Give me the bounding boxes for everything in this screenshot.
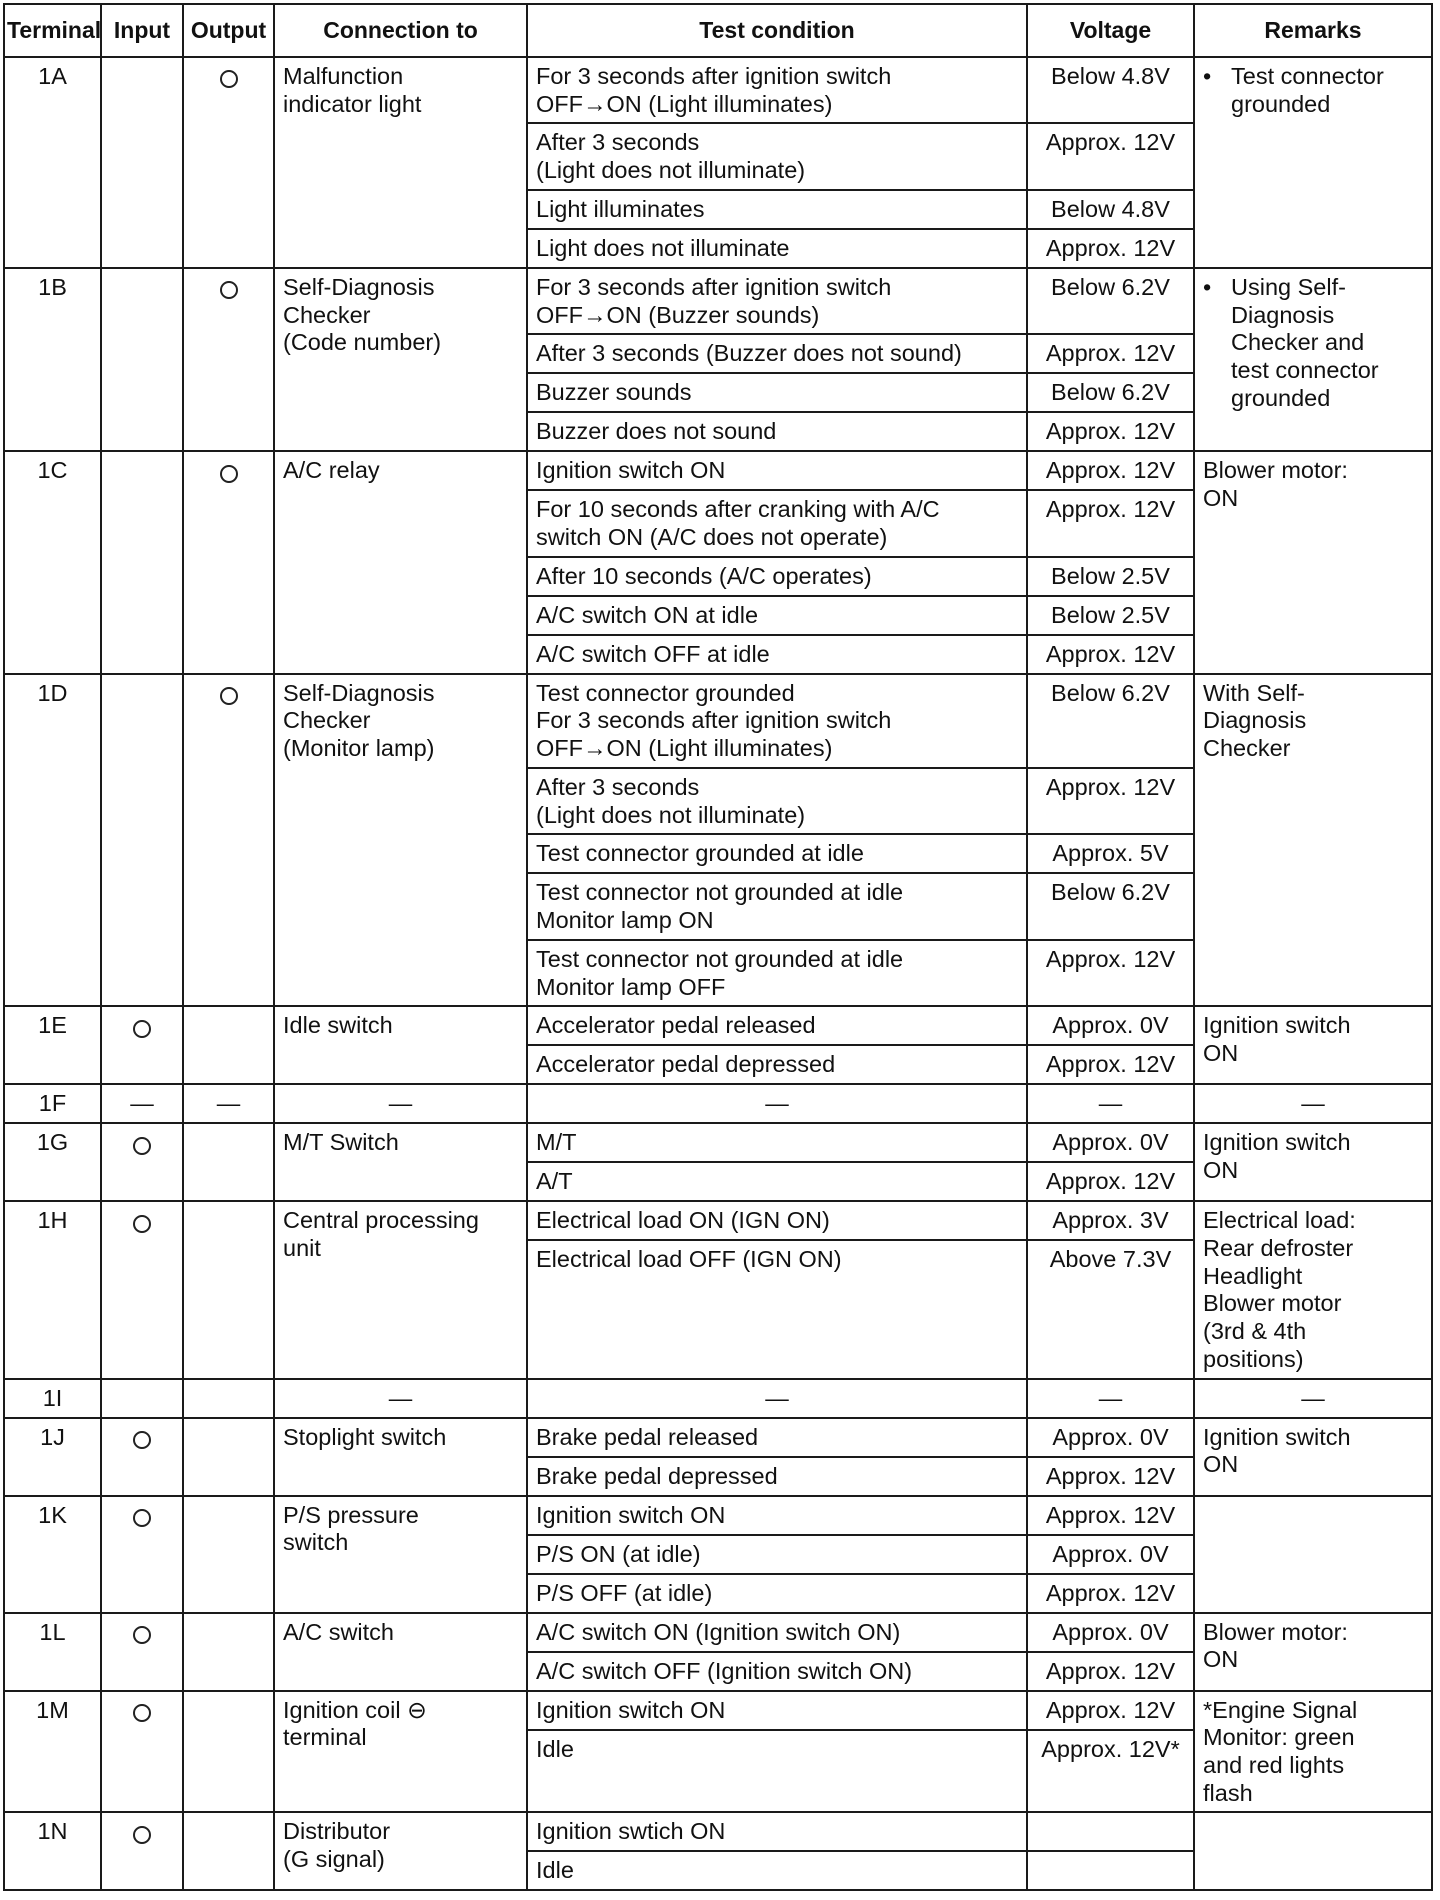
table-row [4,1496,1432,1535]
test-condition-cell: Electrical load OFF (IGN ON) [527,1240,1027,1378]
voltage-cell: Approx. 12V [1027,1162,1194,1201]
test-condition-cell: Ignition switch ON [527,1691,1027,1731]
test-condition-cell: P/S ON (at idle) [527,1535,1027,1574]
table-row [4,268,1432,334]
table-row [4,451,1432,490]
test-condition-cell: After 3 seconds (Light does not illuminate) [527,123,1027,189]
test-condition-cell: A/C switch ON (Ignition switch ON) [527,1613,1027,1652]
output-cell [183,1418,274,1496]
remarks-cell [1194,1496,1432,1613]
output-cell [183,1201,274,1378]
test-condition-cell: M/T [527,1123,1027,1162]
output-cell [183,268,274,451]
voltage-cell [1027,1812,1194,1851]
table-row [4,674,1432,768]
voltage-cell: Approx. 0V [1027,1613,1194,1652]
test-condition-cell: After 3 seconds (Light does not illuminate) [527,768,1027,834]
connection-cell: Distributor (G signal) [274,1812,527,1890]
table-row [4,1006,1432,1045]
input-cell [101,57,183,268]
remarks-cell: Electrical load: Rear defroster Headlight Blower motor (3rd & 4th positions) [1194,1201,1432,1378]
voltage-cell: Approx. 12V [1027,229,1194,268]
test-condition-cell: P/S OFF (at idle) [527,1574,1027,1613]
test-condition-cell: For 10 seconds after cranking with A/C switch ON (A/C does not operate) [527,490,1027,556]
header-output: Output [183,4,274,57]
header-test-condition: Test condition [527,4,1027,57]
voltage-cell: Approx. 0V [1027,1123,1194,1162]
output-cell [183,451,274,673]
voltage-cell: Approx. 12V [1027,451,1194,490]
terminal-cell: 1C [4,451,101,673]
table-row [4,57,1432,123]
dash-mark: — [216,1090,241,1117]
test-condition-cell: Ignition switch ON [527,1496,1027,1535]
test-condition-cell: For 3 seconds after ignition switch OFF→ON (Buzzer sounds) [527,268,1027,334]
connection-cell: Malfunction indicator light [274,57,527,268]
input-cell [101,1613,183,1691]
input-cell [101,1201,183,1378]
input-cell [101,1418,183,1496]
input-cell [101,451,183,673]
ecu-terminal-voltage-table [3,3,1433,1891]
test-condition-cell: Test connector not grounded at idle Monitor lamp ON [527,873,1027,939]
voltage-cell: Approx. 3V [1027,1201,1194,1240]
voltage-cell: Approx. 12V [1027,334,1194,373]
remarks-cell: *Engine Signal Monitor: green and red lights flash [1194,1691,1432,1813]
test-condition-cell: Light illuminates [527,190,1027,229]
dash-mark: — [1301,1090,1325,1117]
table-row [4,1812,1432,1851]
bullet-icon: • [1203,273,1212,300]
dash-mark: — [1098,1384,1123,1411]
test-condition-cell: Electrical load ON (IGN ON) [527,1201,1027,1240]
voltage-cell: Approx. 0V [1027,1006,1194,1045]
terminal-cell: 1I [4,1379,101,1418]
terminal-cell: 1K [4,1496,101,1613]
remarks-text: Using Self- Diagnosis Checker and test connector grounded [1231,273,1379,411]
circle-mark-icon [133,1626,151,1644]
test-condition-cell: A/C switch OFF (Ignition switch ON) [527,1652,1027,1691]
bullet-icon: • [1203,63,1212,89]
voltage-cell: Approx. 5V [1027,834,1194,873]
output-cell [183,1613,274,1691]
voltage-cell: Approx. 0V [1027,1535,1194,1574]
voltage-cell: Approx. 12V [1027,1496,1194,1535]
connection-cell [274,1084,527,1123]
header-connection: Connection to [274,4,527,57]
header-terminal: Terminal [4,4,101,57]
test-condition-cell: After 3 seconds (Buzzer does not sound) [527,334,1027,373]
terminal-cell: 1E [4,1006,101,1084]
header-row [4,4,1432,57]
voltage-cell: Approx. 12V [1027,1691,1194,1731]
table-row [4,1084,1432,1123]
test-condition-cell: Brake pedal depressed [527,1457,1027,1496]
remarks-cell: Ignition switch ON [1194,1418,1432,1496]
remarks-cell [1194,57,1432,268]
header-voltage: Voltage [1027,4,1194,57]
voltage-cell: Below 6.2V [1027,674,1194,768]
input-cell [101,1084,183,1123]
output-cell [183,1812,274,1890]
input-cell [101,1496,183,1613]
remarks-cell [1194,1812,1432,1890]
test-condition-cell: Test connector grounded For 3 seconds after ignition switch OFF→ON (Light illuminates) [527,674,1027,768]
test-condition-cell: Ignition swtich ON [527,1812,1027,1851]
test-condition-cell: A/T [527,1162,1027,1201]
test-condition-cell [527,1379,1027,1418]
voltage-cell: Approx. 12V [1027,490,1194,556]
output-cell [183,1691,274,1813]
circle-mark-icon [133,1020,151,1038]
dash-mark: — [388,1090,413,1117]
remarks-cell [1194,268,1432,451]
table-row [4,1691,1432,1731]
voltage-cell: Approx. 12V [1027,1574,1194,1613]
output-cell [183,1006,274,1084]
test-condition-cell: Accelerator pedal depressed [527,1045,1027,1084]
dash-mark: — [765,1384,789,1411]
connection-cell: Idle switch [274,1006,527,1084]
voltage-cell: Approx. 12V* [1027,1730,1194,1812]
connection-cell: Ignition coil ⊖ terminal [274,1691,527,1813]
remarks-cell: Blower motor: ON [1194,1613,1432,1691]
voltage-cell: Approx. 12V [1027,123,1194,189]
circle-mark-icon [220,687,238,705]
test-condition-cell: Ignition switch ON [527,451,1027,490]
circle-mark-icon [220,465,238,483]
table-row [4,1201,1432,1240]
remarks-cell [1194,1084,1432,1123]
remarks-cell [1194,1379,1432,1418]
voltage-cell: Approx. 12V [1027,768,1194,834]
voltage-cell: Below 4.8V [1027,190,1194,229]
test-condition-cell: For 3 seconds after ignition switch OFF→ON (Light illuminates) [527,57,1027,123]
remarks-cell: Blower motor: ON [1194,451,1432,673]
remarks-text: Test connector grounded [1231,63,1384,117]
circle-mark-icon [133,1826,151,1844]
input-cell [101,1123,183,1201]
remarks-cell: With Self- Diagnosis Checker [1194,674,1432,1006]
dash-mark: — [1301,1384,1325,1411]
circle-mark-icon [133,1215,151,1233]
voltage-cell [1027,1084,1194,1123]
test-condition-cell: Test connector grounded at idle [527,834,1027,873]
voltage-cell: Approx. 12V [1027,1457,1194,1496]
connection-cell: Central processing unit [274,1201,527,1378]
output-cell [183,1496,274,1613]
test-condition-cell: Buzzer sounds [527,373,1027,412]
dash-mark: — [765,1090,789,1117]
test-condition-cell: Light does not illuminate [527,229,1027,268]
voltage-cell: Below 6.2V [1027,873,1194,939]
voltage-cell: Below 6.2V [1027,373,1194,412]
terminal-cell: 1F [4,1084,101,1123]
connection-cell [274,1379,527,1418]
test-condition-cell: Accelerator pedal released [527,1006,1027,1045]
test-condition-cell: Idle [527,1730,1027,1812]
header-input: Input [101,4,183,57]
remarks-cell: Ignition switch ON [1194,1123,1432,1201]
voltage-cell: Approx. 12V [1027,635,1194,674]
table-row [4,1379,1432,1418]
circle-mark-icon [133,1704,151,1722]
circle-mark-icon [133,1137,151,1155]
header-remarks: Remarks [1194,4,1432,57]
voltage-cell: Above 7.3V [1027,1240,1194,1378]
input-cell [101,1812,183,1890]
circle-mark-icon [220,281,238,299]
voltage-cell [1027,1379,1194,1418]
input-cell [101,268,183,451]
table-row [4,1418,1432,1457]
connection-cell: Stoplight switch [274,1418,527,1496]
test-condition-cell: After 10 seconds (A/C operates) [527,557,1027,596]
terminal-cell: 1H [4,1201,101,1378]
dash-mark: — [1098,1090,1123,1117]
output-cell [183,1084,274,1123]
terminal-cell: 1J [4,1418,101,1496]
table-row [4,1613,1432,1652]
terminal-cell: 1B [4,268,101,451]
input-cell [101,1691,183,1813]
dash-mark: — [388,1384,413,1411]
terminal-cell: 1L [4,1613,101,1691]
connection-cell: M/T Switch [274,1123,527,1201]
voltage-cell: Approx. 0V [1027,1418,1194,1457]
voltage-cell: Approx. 12V [1027,940,1194,1006]
terminal-cell: 1D [4,674,101,1006]
test-condition-cell: Buzzer does not sound [527,412,1027,451]
remarks-cell: Ignition switch ON [1194,1006,1432,1084]
voltage-cell: Below 2.5V [1027,557,1194,596]
test-condition-cell: A/C switch ON at idle [527,596,1027,635]
test-condition-cell: Idle [527,1851,1027,1890]
connection-cell: A/C switch [274,1613,527,1691]
output-cell [183,1379,274,1418]
test-condition-cell: Brake pedal released [527,1418,1027,1457]
circle-mark-icon [220,70,238,88]
output-cell [183,57,274,268]
connection-cell: Self-Diagnosis Checker (Monitor lamp) [274,674,527,1006]
voltage-cell [1027,1851,1194,1890]
table-row [4,1123,1432,1162]
terminal-cell: 1G [4,1123,101,1201]
voltage-cell: Below 6.2V [1027,268,1194,334]
test-condition-cell: Test connector not grounded at idle Monitor lamp OFF [527,940,1027,1006]
terminal-cell: 1A [4,57,101,268]
test-condition-cell [527,1084,1027,1123]
dash-mark: — [130,1090,154,1117]
voltage-cell: Approx. 12V [1027,412,1194,451]
input-cell [101,1006,183,1084]
input-cell [101,1379,183,1418]
terminal-cell: 1N [4,1812,101,1890]
voltage-cell: Approx. 12V [1027,1045,1194,1084]
output-cell [183,674,274,1006]
terminal-cell: 1M [4,1691,101,1813]
connection-cell: Self-Diagnosis Checker (Code number) [274,268,527,451]
output-cell [183,1123,274,1201]
voltage-cell: Approx. 12V [1027,1652,1194,1691]
circle-mark-icon [133,1431,151,1449]
connection-cell: A/C relay [274,451,527,673]
voltage-cell: Below 4.8V [1027,57,1194,123]
voltage-cell: Below 2.5V [1027,596,1194,635]
connection-cell: P/S pressure switch [274,1496,527,1613]
circle-mark-icon [133,1509,151,1527]
test-condition-cell: A/C switch OFF at idle [527,635,1027,674]
input-cell [101,674,183,1006]
